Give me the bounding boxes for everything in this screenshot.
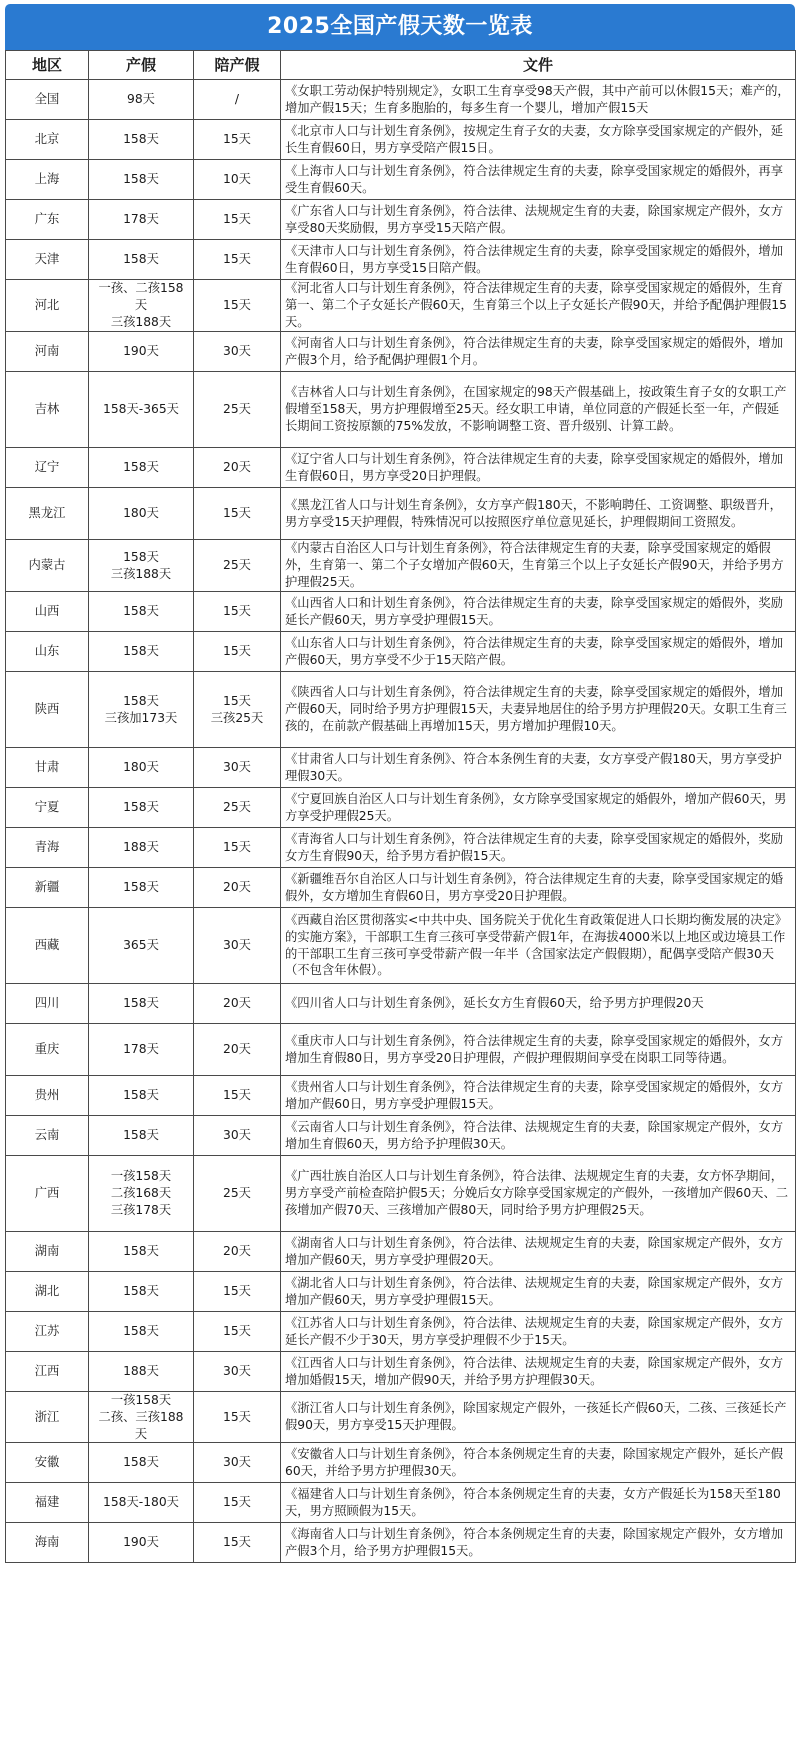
region-cell: 海南 [6, 1523, 89, 1563]
maternity-cell: 178天 [89, 200, 194, 240]
table-row [6, 1232, 796, 1272]
page-title: 2025全国产假天数一览表 [5, 4, 795, 50]
region-cell: 天津 [6, 240, 89, 280]
table-row [6, 160, 796, 200]
table-row [6, 280, 796, 332]
paternity-cell: 20天 [194, 448, 281, 488]
region-cell: 上海 [6, 160, 89, 200]
maternity-cell: 158天 [89, 1232, 194, 1272]
maternity-cell: 98天 [89, 80, 194, 120]
paternity-cell: / [194, 80, 281, 120]
maternity-cell: 158天 [89, 1076, 194, 1116]
region-cell: 江西 [6, 1352, 89, 1392]
document-cell: 《宁夏回族自治区人口与计划生育条例》，女方除享受国家规定的婚假外，增加产假60天，男方享受护理假25天。 [281, 788, 796, 828]
maternity-cell: 158天 三孩188天 [89, 540, 194, 592]
region-cell: 宁夏 [6, 788, 89, 828]
paternity-cell: 20天 [194, 984, 281, 1024]
document-cell: 《湖北省人口与计划生育条例》，符合法律、法规规定生育的夫妻，除国家规定产假外，女方增加产假60天，男方享受护理假15天。 [281, 1272, 796, 1312]
header-region: 地区 [6, 51, 89, 80]
table-row [6, 1024, 796, 1076]
paternity-cell: 30天 [194, 1116, 281, 1156]
region-cell: 浙江 [6, 1392, 89, 1443]
table-row [6, 372, 796, 448]
maternity-cell: 一孩158天 二孩168天 三孩178天 [89, 1156, 194, 1232]
paternity-cell: 15天 [194, 120, 281, 160]
table-body [6, 80, 796, 1563]
table-row [6, 1443, 796, 1483]
region-cell: 全国 [6, 80, 89, 120]
paternity-cell: 15天 [194, 488, 281, 540]
maternity-cell: 365天 [89, 908, 194, 984]
table-row [6, 1523, 796, 1563]
region-cell: 黑龙江 [6, 488, 89, 540]
region-cell: 安徽 [6, 1443, 89, 1483]
table-row [6, 748, 796, 788]
region-cell: 广西 [6, 1156, 89, 1232]
document-cell: 《内蒙古自治区人口与计划生育条例》，符合法律规定生育的夫妻，除享受国家规定的婚假外，生育第一、第二个子女增加产假60天，生育第三个以上子女延长产假90天，并给予男方护理假25天。 [281, 540, 796, 592]
paternity-cell: 15天 [194, 592, 281, 632]
maternity-cell: 178天 [89, 1024, 194, 1076]
maternity-cell: 188天 [89, 828, 194, 868]
document-cell: 《福建省人口与计划生育条例》，符合本条例规定生育的夫妻，女方产假延长为158天至180天，男方照顾假为15天。 [281, 1483, 796, 1523]
region-cell: 云南 [6, 1116, 89, 1156]
maternity-cell: 158天 [89, 160, 194, 200]
document-cell: 《辽宁省人口与计划生育条例》，符合法律规定生育的夫妻，除享受国家规定的婚假外，增加生育假60日，男方享受20日护理假。 [281, 448, 796, 488]
maternity-cell: 190天 [89, 1523, 194, 1563]
table-row [6, 788, 796, 828]
table-row [6, 1312, 796, 1352]
region-cell: 甘肃 [6, 748, 89, 788]
paternity-cell: 15天 [194, 1076, 281, 1116]
document-cell: 《北京市人口与计划生育条例》，按规定生育子女的夫妻，女方除享受国家规定的产假外，延长生育假60日，男方享受陪产假15日。 [281, 120, 796, 160]
maternity-cell: 一孩158天 二孩、三孩188天 [89, 1392, 194, 1443]
maternity-cell: 158天 [89, 448, 194, 488]
table-row [6, 332, 796, 372]
document-cell: 《吉林省人口与计划生育条例》，在国家规定的98天产假基础上，按政策生育子女的女职工产假增至158天，男方护理假增至25天。经女职工申请，单位同意的产假延长至一年，产假延长期间工资按原额的75%发放，不影响调整工资、晋升级别、计算工龄。 [281, 372, 796, 448]
paternity-cell: 15天 [194, 240, 281, 280]
region-cell: 福建 [6, 1483, 89, 1523]
maternity-cell: 158天-180天 [89, 1483, 194, 1523]
document-cell: 《天津市人口与计划生育条例》，符合法律规定生育的夫妻，除享受国家规定的婚假外，增加生育假60日，男方享受15日陪产假。 [281, 240, 796, 280]
paternity-cell: 25天 [194, 540, 281, 592]
paternity-cell: 15天 [194, 828, 281, 868]
region-cell: 湖北 [6, 1272, 89, 1312]
header-maternity: 产假 [89, 51, 194, 80]
table-row [6, 1392, 796, 1443]
region-cell: 内蒙古 [6, 540, 89, 592]
region-cell: 贵州 [6, 1076, 89, 1116]
table-row [6, 1116, 796, 1156]
table-row [6, 448, 796, 488]
table-row [6, 1352, 796, 1392]
paternity-cell: 30天 [194, 1352, 281, 1392]
table-row [6, 984, 796, 1024]
paternity-cell: 15天 [194, 1523, 281, 1563]
paternity-cell: 30天 [194, 332, 281, 372]
table-row [6, 240, 796, 280]
maternity-cell: 158天 [89, 788, 194, 828]
region-cell: 湖南 [6, 1232, 89, 1272]
maternity-cell: 158天-365天 [89, 372, 194, 448]
document-cell: 《江苏省人口与计划生育条例》，符合法律、法规规定生育的夫妻，除国家规定产假外，女方延长产假不少于30天，男方享受护理假不少于15天。 [281, 1312, 796, 1352]
region-cell: 重庆 [6, 1024, 89, 1076]
maternity-cell: 158天 [89, 1443, 194, 1483]
document-cell: 《女职工劳动保护特别规定》，女职工生育享受98天产假，其中产前可以休假15天；难产的，增加产假15天；生育多胞胎的，每多生育一个婴儿，增加产假15天 [281, 80, 796, 120]
document-cell: 《浙江省人口与计划生育条例》，除国家规定产假外，一孩延长产假60天，二孩、三孩延长产假90天，男方享受15天护理假。 [281, 1392, 796, 1443]
document-cell: 《西藏自治区贯彻落实<中共中央、国务院关于优化生育政策促进人口长期均衡发展的决定》的实施方案》，干部职工生育三孩可享受带薪产假1年，在海拔4000米以上地区或边境县工作的干部职工生育三孩可享受带薪产假一年半（含国家法定产假假期），配偶享受陪产假30天（不包含年休假）。 [281, 908, 796, 984]
maternity-cell: 158天 [89, 1312, 194, 1352]
document-cell: 《新疆维吾尔自治区人口与计划生育条例》，符合法律规定生育的夫妻，除享受国家规定的婚假外，女方增加生育假60日，男方享受20日护理假。 [281, 868, 796, 908]
document-cell: 《河北省人口与计划生育条例》，符合法律规定生育的夫妻，除享受国家规定的婚假外，生育第一、第二个子女延长产假60天，生育第三个以上子女延长产假90天，并给予配偶护理假15天。 [281, 280, 796, 332]
paternity-cell: 15天 [194, 1392, 281, 1443]
paternity-cell: 25天 [194, 1156, 281, 1232]
maternity-cell: 190天 [89, 332, 194, 372]
maternity-cell: 180天 [89, 488, 194, 540]
document-cell: 《云南省人口与计划生育条例》，符合法律、法规规定生育的夫妻，除国家规定产假外，女方增加生育假60天，男方给予护理假30天。 [281, 1116, 796, 1156]
table-row [6, 632, 796, 672]
document-cell: 《重庆市人口与计划生育条例》，符合法律规定生育的夫妻，除享受国家规定的婚假外，女方增加生育假80日，男方享受20日护理假，产假护理假期间享受在岗职工同等待遇。 [281, 1024, 796, 1076]
table-row [6, 672, 796, 748]
maternity-cell: 188天 [89, 1352, 194, 1392]
document-cell: 《陕西省人口与计划生育条例》，符合法律规定生育的夫妻，除享受国家规定的婚假外，增加产假60天，同时给予男方护理假15天，夫妻异地居住的给予男方护理假20天。女职工生育三孩的，在前款产假基础上再增加15天，男方增加护理假10天。 [281, 672, 796, 748]
region-cell: 辽宁 [6, 448, 89, 488]
maternity-cell: 158天 三孩加173天 [89, 672, 194, 748]
paternity-cell: 20天 [194, 1232, 281, 1272]
maternity-cell: 158天 [89, 240, 194, 280]
document-cell: 《山东省人口与计划生育条例》，符合法律规定生育的夫妻，除享受国家规定的婚假外，增加产假60天，男方享受不少于15天陪产假。 [281, 632, 796, 672]
table-row [6, 488, 796, 540]
region-cell: 北京 [6, 120, 89, 160]
document-cell: 《广西壮族自治区人口与计划生育条例》，符合法律、法规规定生育的夫妻，女方怀孕期间，男方享受产前检查陪护假5天；分娩后女方除享受国家规定的产假外，一孩增加产假60天、二孩增加产假70天、三孩增加产假80天，同时给予男方护理假25天。 [281, 1156, 796, 1232]
header-document: 文件 [281, 51, 796, 80]
region-cell: 西藏 [6, 908, 89, 984]
document-cell: 《江西省人口与计划生育条例》，符合法律、法规规定生育的夫妻，除国家规定产假外，女方增加婚假15天，增加产假90天，并给予男方护理假30天。 [281, 1352, 796, 1392]
table-row [6, 120, 796, 160]
paternity-cell: 15天 [194, 280, 281, 332]
region-cell: 江苏 [6, 1312, 89, 1352]
document-cell: 《安徽省人口与计划生育条例》，符合本条例规定生育的夫妻，除国家规定产假外，延长产假60天，并给予男方护理假30天。 [281, 1443, 796, 1483]
table-row [6, 868, 796, 908]
maternity-cell: 158天 [89, 632, 194, 672]
maternity-cell: 180天 [89, 748, 194, 788]
paternity-cell: 10天 [194, 160, 281, 200]
table-row [6, 80, 796, 120]
table-row [6, 828, 796, 868]
document-cell: 《海南省人口与计划生育条例》，符合本条例规定生育的夫妻，除国家规定产假外，女方增加产假3个月，给予男方护理假15天。 [281, 1523, 796, 1563]
document-cell: 《青海省人口与计划生育条例》，符合法律规定生育的夫妻，除享受国家规定的婚假外，奖励女方生育假90天，给予男方看护假15天。 [281, 828, 796, 868]
region-cell: 河北 [6, 280, 89, 332]
table-row [6, 200, 796, 240]
paternity-cell: 15天 三孩25天 [194, 672, 281, 748]
region-cell: 河南 [6, 332, 89, 372]
document-cell: 《河南省人口与计划生育条例》，符合法律规定生育的夫妻，除享受国家规定的婚假外，增加产假3个月，给予配偶护理假1个月。 [281, 332, 796, 372]
paternity-cell: 15天 [194, 1312, 281, 1352]
paternity-cell: 15天 [194, 632, 281, 672]
table-row [6, 592, 796, 632]
document-cell: 《广东省人口与计划生育条例》，符合法律、法规规定生育的夫妻，除国家规定产假外，女方享受80天奖励假，男方享受15天陪产假。 [281, 200, 796, 240]
region-cell: 新疆 [6, 868, 89, 908]
maternity-cell: 158天 [89, 868, 194, 908]
maternity-leave-table [5, 50, 796, 1563]
document-cell: 《贵州省人口与计划生育条例》，符合法律规定生育的夫妻，除享受国家规定的婚假外，女方增加产假60日，男方享受护理假15天。 [281, 1076, 796, 1116]
region-cell: 山西 [6, 592, 89, 632]
maternity-cell: 158天 [89, 1116, 194, 1156]
table-row [6, 1156, 796, 1232]
document-cell: 《上海市人口与计划生育条例》，符合法律规定生育的夫妻，除享受国家规定的婚假外，再享受生育假60天。 [281, 160, 796, 200]
paternity-cell: 30天 [194, 748, 281, 788]
maternity-cell: 158天 [89, 592, 194, 632]
table-header-row [6, 51, 796, 80]
region-cell: 吉林 [6, 372, 89, 448]
region-cell: 陕西 [6, 672, 89, 748]
paternity-cell: 20天 [194, 868, 281, 908]
region-cell: 四川 [6, 984, 89, 1024]
region-cell: 山东 [6, 632, 89, 672]
document-cell: 《四川省人口与计划生育条例》，延长女方生育假60天，给予男方护理假20天 [281, 984, 796, 1024]
paternity-cell: 30天 [194, 1443, 281, 1483]
document-cell: 《甘肃省人口与计划生育条例》、符合本条例生育的夫妻，女方享受产假180天，男方享受护理假30天。 [281, 748, 796, 788]
region-cell: 青海 [6, 828, 89, 868]
maternity-cell: 158天 [89, 984, 194, 1024]
paternity-cell: 30天 [194, 908, 281, 984]
maternity-cell: 158天 [89, 120, 194, 160]
table-row [6, 1076, 796, 1116]
table-row [6, 1483, 796, 1523]
paternity-cell: 15天 [194, 1272, 281, 1312]
table-row [6, 540, 796, 592]
maternity-cell: 一孩、二孩158天 三孩188天 [89, 280, 194, 332]
table-row [6, 908, 796, 984]
table-row [6, 1272, 796, 1312]
document-cell: 《山西省人口和计划生育条例》，符合法律规定生育的夫妻，除享受国家规定的婚假外，奖励延长产假60天，男方享受护理假15天。 [281, 592, 796, 632]
maternity-cell: 158天 [89, 1272, 194, 1312]
header-paternity: 陪产假 [194, 51, 281, 80]
paternity-cell: 15天 [194, 200, 281, 240]
paternity-cell: 25天 [194, 788, 281, 828]
document-cell: 《湖南省人口与计划生育条例》，符合法律、法规规定生育的夫妻，除国家规定产假外，女方增加产假60天，男方享受护理假20天。 [281, 1232, 796, 1272]
paternity-cell: 15天 [194, 1483, 281, 1523]
paternity-cell: 20天 [194, 1024, 281, 1076]
region-cell: 广东 [6, 200, 89, 240]
paternity-cell: 25天 [194, 372, 281, 448]
document-cell: 《黑龙江省人口与计划生育条例》，女方享产假180天，不影响聘任、工资调整、职级晋升，男方享受15天护理假，特殊情况可以按照医疗单位意见延长，护理假期间工资照发。 [281, 488, 796, 540]
